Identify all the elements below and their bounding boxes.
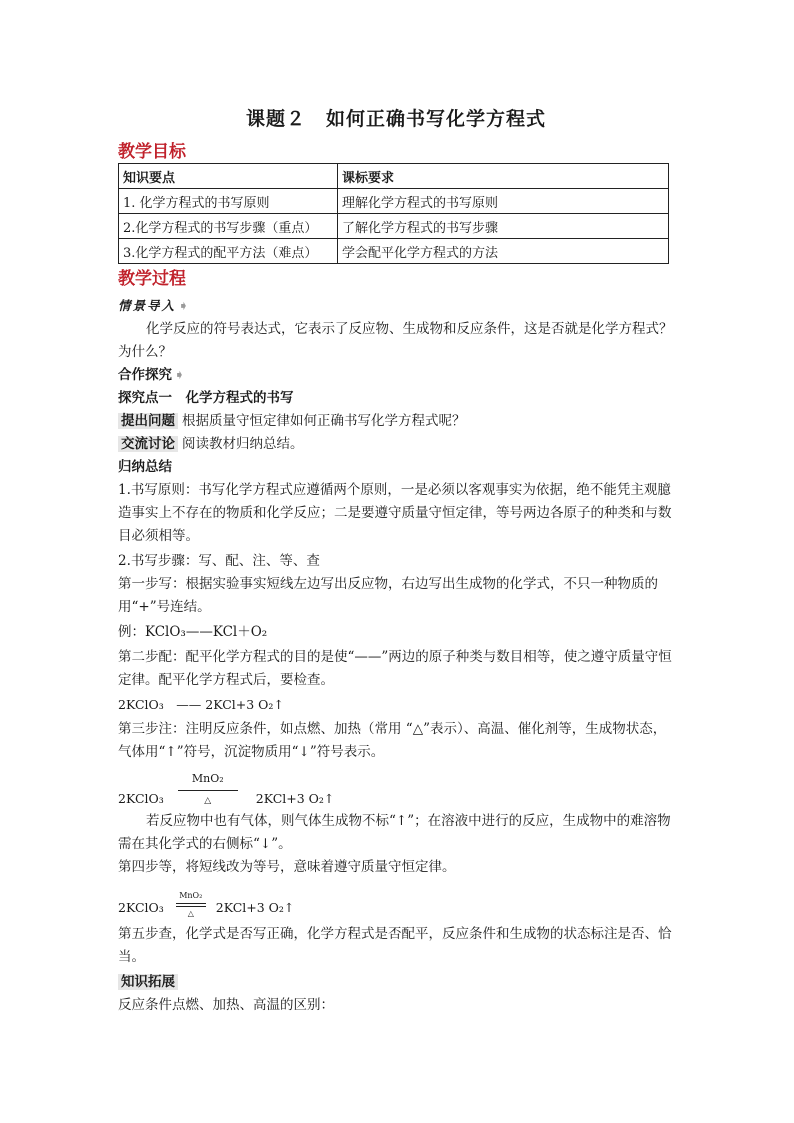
intro-label: 情景导入 [118,298,177,313]
equation-unbalanced-dash [118,694,674,716]
step5-text: 第五步查，化学式是否写正确，化学方程式是否配平，反应条件和生成物的状态标注是否、恰当。 [118,926,672,965]
reaction-condition [178,772,238,810]
intro-label-line [118,294,674,318]
process-heading: 教学过程 [118,269,186,289]
equation-right: 2KCl+3 O₂↑ [205,697,284,712]
question-label: 提出问题 [118,413,178,429]
equation-right: 2KCl+3 O₂↑ [215,900,295,915]
discuss-text: 阅读教材归纳总结。 [182,436,304,452]
table-row [119,239,669,264]
catalyst-label: MnO₂ [191,772,224,785]
table-cell: 学会配平化学方程式的方法 [338,239,669,264]
note-text: 若反应物中也有气体，则气体生成物不标“↑”；在溶液中进行的反应，生成物中的难溶物需在其化学式的右侧标“↓”。 [118,813,671,852]
intro-text: 化学反应的符号表达式，它表示了反应物、生成物和反应条件，这是否就是化学方程式？为什么？ [118,321,673,360]
heat-symbol: △ [204,796,212,806]
goals-heading: 教学目标 [118,142,186,162]
table-cell: 1. 化学方程式的书写原则 [119,189,338,214]
reaction-condition [176,891,206,919]
arrow-right-icon: ➧ [178,299,189,314]
table-row [119,214,669,239]
equation-balanced [118,891,674,919]
step2-text: 第二步配：配平化学方程式的目的是使“——”两边的原子种类与数目相等，使之遵守质量守恒定律。配平化学方程式后，要检查。 [118,649,672,688]
catalyst-label: MnO₂ [179,891,203,900]
table-row [119,189,669,214]
equation-right: 2KCl+3 O₂↑ [255,791,335,806]
equation-with-conditions [118,772,674,810]
summary-label: 归纳总结 [118,459,172,475]
heat-symbol: △ [187,909,194,918]
step1-text: 第一步写：根据实验事实短线左边写出反应物，右边写出生成物的化学式，不只一种物质的用“+”号连结。 [118,576,658,615]
table-header-row [119,164,669,189]
goals-table [118,163,669,264]
ext-label: 知识拓展 [118,974,178,990]
ext-text: 反应条件点燃、加热、高温的区别： [118,997,334,1013]
step4-text: 第四步等，将短线改为等号，意味着遵守质量守恒定律。 [118,859,456,875]
question-line [118,410,674,433]
step3-text: 第三步注：注明反应条件，如点燃、加热（常用 “△”表示）、高温、催化剂等，生成物状态，气体用“↑”符号，沉淀物质用“↓”符号表示。 [118,721,667,760]
equation-left: 2KClO₃ [118,900,164,915]
table-cell: 理解化学方程式的书写原则 [338,189,669,214]
table-header-cell: 课标要求 [338,164,669,189]
equation-left: 2KClO₃ [118,791,164,806]
coop-label: 合作探究 [118,367,172,383]
question-text: 根据质量守恒定律如何正确书写化学方程式呢？ [182,413,466,429]
discuss-line [118,433,674,456]
document-page [118,100,674,1017]
coop-label-line [118,364,674,387]
discuss-label: 交流讨论 [118,436,178,452]
table-cell: 了解化学方程式的书写步骤 [338,214,669,239]
table-cell: 3.化学方程式的配平方法（难点） [119,239,338,264]
ext-line [118,971,674,994]
table-header-cell: 知识要点 [119,164,338,189]
arrow-right-icon: ➧ [174,368,185,383]
principle-text: 1.书写原则：书写化学方程式应遵循两个原则，一是必须以客观事实为依据，绝不能凭主观臆造事实上不存在的物质和化学反应；二是要遵守质量守恒定律，等号两边各原子的种类和与数目必须相等。 [118,482,672,544]
table-cell: 2.化学方程式的书写步骤（重点） [119,214,338,239]
example-equation: 例：KClO₃——KCl＋O₂ [118,624,268,640]
explore-title: 探究点一 化学方程式的书写 [118,390,294,406]
page-title: 课题２ 如何正确书写化学方程式 [245,108,546,130]
steps-title: 2.书写步骤：写、配、注、等、查 [118,553,320,569]
equation-left: 2KClO₃ —— [118,697,202,712]
